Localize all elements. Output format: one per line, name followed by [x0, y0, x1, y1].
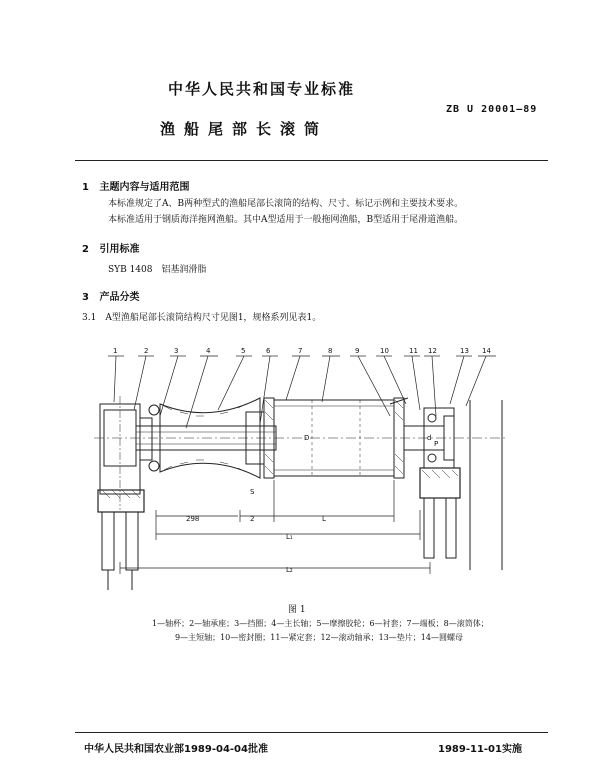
figure-caption: 图 1 [288, 605, 306, 615]
dim-L2: L₂ [286, 566, 293, 574]
approval-line: 中华人民共和国农业部1989-04-04批准 [84, 744, 268, 755]
section-2-heading [82, 240, 139, 255]
callout-13: 13 [460, 347, 469, 355]
dim-L: L [322, 515, 326, 523]
callout-12: 12 [428, 347, 437, 355]
clause-3-1: 3.1 A型渔船尾部长滚筒结构尺寸见图1，规格系列见表1。 [82, 313, 322, 323]
reference-standard: SYB 1408 铝基润滑脂 [108, 265, 207, 275]
callout-1: 1 [113, 347, 118, 355]
callout-8: 8 [328, 347, 333, 355]
dim-2: 2 [250, 515, 255, 523]
callout-3: 3 [174, 347, 179, 355]
figure-legend-line-1: 1—轴杯；2—轴承座；3—挡圈；4—主长轴；5—摩擦胶轮；6—衬套；7—端板；8—滚筒体； [152, 619, 489, 628]
callout-numbers [113, 347, 491, 355]
section-3-title: 产品分类 [99, 292, 140, 303]
header-rule [75, 160, 548, 161]
figure-legend-line-2: 9—主短轴；10—密封圈；11—紧定套；12—滚动轴承；13—垫片；14—圆螺母 [175, 633, 463, 642]
section-2-number: 2 [82, 244, 89, 255]
section-1-title: 主题内容与适用范围 [99, 182, 190, 193]
document-title: 渔船尾部长滚筒 [160, 120, 329, 138]
figure-1-drawing [90, 340, 510, 600]
callout-4: 4 [206, 347, 211, 355]
section-3-heading [82, 288, 139, 303]
standard-code: ZB U 20001—89 [446, 104, 538, 115]
leader-lines [114, 356, 486, 428]
section-1-number: 1 [82, 182, 89, 193]
callout-5: 5 [241, 347, 246, 355]
implementation-date: 1989-11-01实施 [438, 744, 522, 755]
callout-10: 10 [380, 347, 389, 355]
dim-298: 298 [186, 515, 200, 523]
dim-S: S [250, 488, 255, 496]
dim-L1: L₁ [286, 533, 293, 541]
dim-D: D [304, 434, 310, 442]
callout-6: 6 [266, 347, 271, 355]
dim-P: P [434, 440, 439, 448]
section-1-paragraph-1: 本标准规定了A、B两种型式的渔船尾部长滚筒的结构、尺寸、标记示例和主要技术要求。 [108, 199, 464, 209]
dimension-lines [120, 480, 430, 574]
left-bearing-housing [98, 396, 144, 590]
dim-d: d [427, 434, 432, 442]
callout-14: 14 [482, 347, 491, 355]
section-2-title: 引用标准 [99, 244, 140, 255]
section-1-heading [82, 178, 189, 193]
section-3-number: 3 [82, 292, 89, 303]
footer-rule [75, 732, 548, 733]
callout-11: 11 [409, 347, 418, 355]
org-title: 中华人民共和国专业标准 [168, 80, 356, 98]
callout-2: 2 [144, 347, 149, 355]
callout-9: 9 [355, 347, 360, 355]
callout-7: 7 [298, 347, 303, 355]
section-1-paragraph-2: 本标准适用于钢质海洋拖网渔船。其中A型适用于一般拖网渔船，B型适用于尾滑道渔船。 [108, 215, 464, 225]
